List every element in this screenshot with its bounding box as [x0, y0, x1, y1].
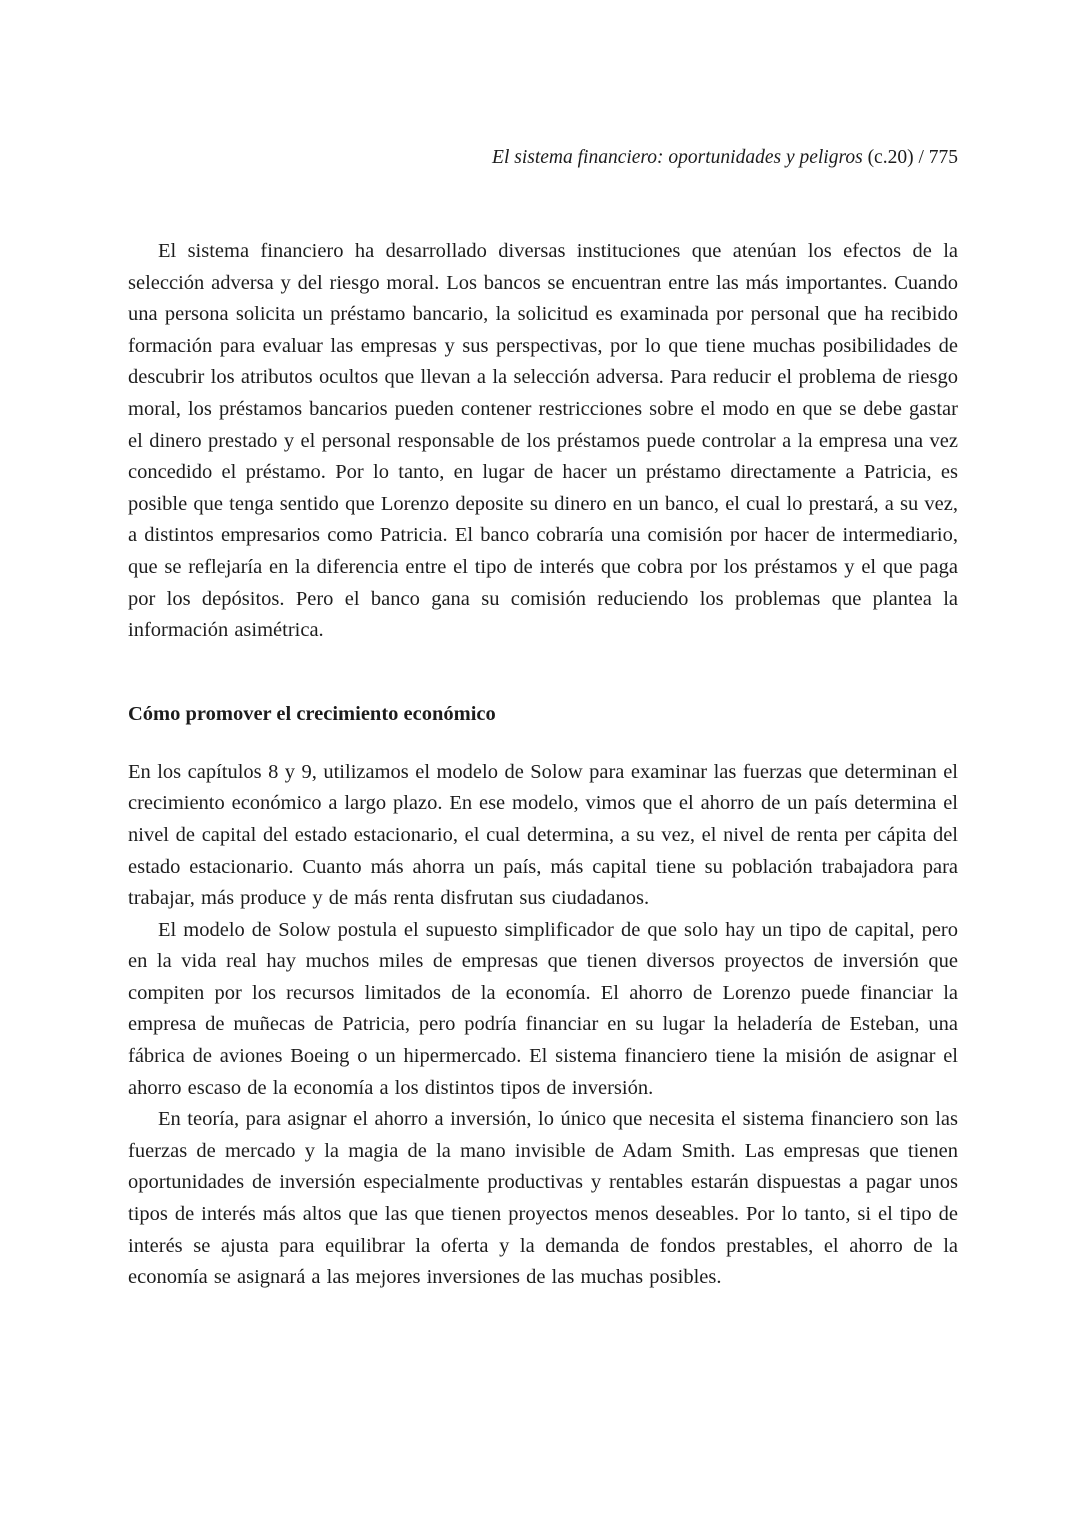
- running-head-chapter-page: (c.20) / 775: [862, 147, 958, 168]
- paragraph-solow-model-intro: En los capítulos 8 y 9, utilizamos el modelo de Solow para examinar las fuerzas que determinan el crecimiento económico a largo plazo. En ese modelo, vimos que el ahorro de un país determina el nivel de capital del estado estacionario, el cual determina, a su vez, el nivel de renta per cápita del estado estacionario. Cuanto más ahorra un país, más capital tiene su población trabajadora para trabajar, más produce y de más renta disfrutan sus ciudadanos.: [128, 760, 958, 910]
- paragraph-financial-institutions: El sistema financiero ha desarrollado diversas instituciones que atenúan los efectos de la selección adversa y del riesgo moral. Los bancos se encuentran entre las más importantes. Cuando una persona solicita un préstamo bancario, la solicitud es examinada por personal que ha recibido formación para evaluar las empresas y sus perspectivas, por lo que tiene muchas posibilidades de descubrir los atributos ocultos que llevan a la selección adversa. Para reducir el problema de riesgo moral, los préstamos bancarios pueden contener restricciones sobre el modo en que se debe gastar el dinero prestado y el personal responsable de los préstamos puede controlar a la empresa una vez concedido el préstamo. Por lo tanto, en lugar de hacer un préstamo directamente a Patricia, es posible que tenga sentido que Lorenzo deposite su dinero en un banco, el cual lo prestará, a su vez, a distintos empresarios como Patricia. El banco cobraría una comisión por hacer de intermediario, que se reflejaría en la diferencia entre el tipo de interés que cobra por los préstamos y el que paga por los depósitos. Pero el banco gana su comisión reduciendo los problemas que plantea la información asimétrica.: [128, 240, 958, 642]
- page-body: [128, 236, 958, 1294]
- running-head-title: El sistema financiero: oportunidades y peligros: [492, 147, 863, 168]
- paragraph-market-forces: En teoría, para asignar el ahorro a inversión, lo único que necesita el sistema financiero son las fuerzas de mercado y la magia de la mano invisible de Adam Smith. Las empresas que tienen oportunidades de inversión especialmente productivas y rentables estarán dispuestas a pagar unos tipos de interés más altos que las que tienen proyectos menos deseables. Por lo tanto, si el tipo de interés se ajusta para equilibrar la oferta y la demanda de fondos prestables, el ahorro de la economía se asignará a las mejores inversiones de las muchas posibles.: [128, 1108, 958, 1289]
- section-heading: Cómo promover el crecimiento económico: [128, 702, 496, 725]
- running-head: [128, 122, 958, 194]
- paragraph-solow-simplification: El modelo de Solow postula el supuesto simplificador de que solo hay un tipo de capital, pero en la vida real hay muchos miles de empresas que tienen diversos proyectos de inversión que compiten por los recursos limitados de la economía. El ahorro de Lorenzo puede financiar la empresa de muñecas de Patricia, pero podría financiar en su lugar la heladería de Esteban, una fábrica de aviones Boeing o un hipermercado. El sistema financiero tiene la misión de asignar el ahorro escaso de la economía a los distintos tipos de inversión.: [128, 918, 958, 1099]
